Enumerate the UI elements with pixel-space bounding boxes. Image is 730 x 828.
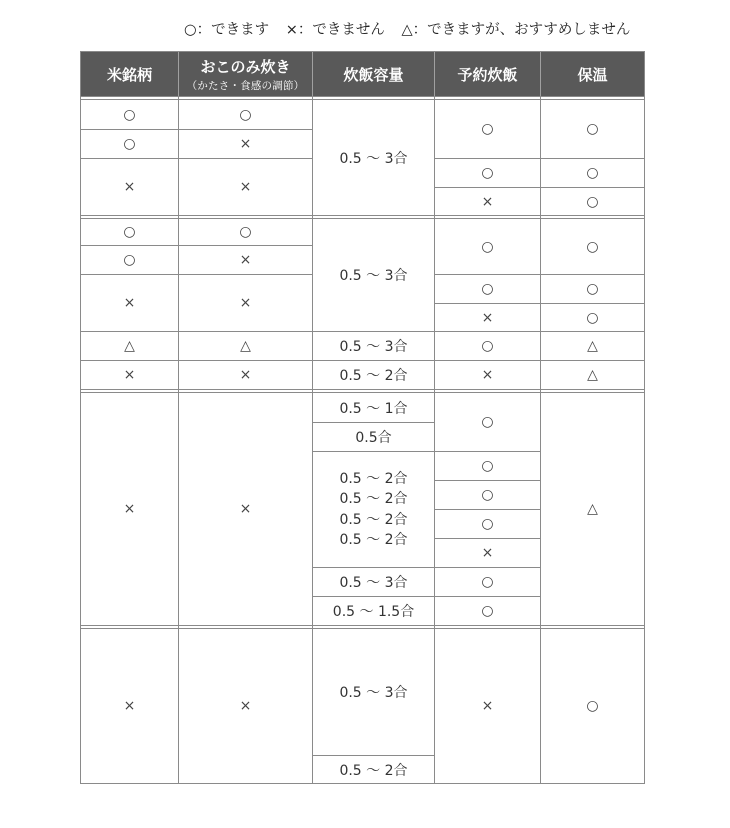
g1-capacity-cell: 0.5 ～ 3合: [339, 150, 408, 167]
legend-cannot: ×：できません: [285, 22, 385, 38]
g1-okonomi-cell: ○: [239, 106, 252, 123]
r4-okonomi-cell: ×: [239, 367, 252, 383]
g5-capacity-line: 0.5 ～ 2合: [339, 491, 408, 507]
g6-timer-cell: ×: [481, 698, 494, 714]
header-timer-label: 予約炊飯: [457, 65, 518, 84]
r4-capacity-cell: 0.5 ～ 2合: [339, 368, 408, 384]
g2-timer-cell: ○: [481, 238, 494, 255]
r4-brand-cell: ×: [123, 367, 136, 383]
g6-okonomi-cell: ×: [239, 698, 252, 714]
g1-okonomi-cell: ×: [239, 179, 252, 195]
g2-brand-cell: ○: [123, 252, 136, 268]
legend-can: ○：できます: [184, 22, 270, 38]
g1-timer-cell: ×: [481, 193, 494, 210]
g2-keepwarm-cell: ○: [586, 309, 599, 326]
g5-timer-cell: ×: [481, 545, 494, 561]
g5-capacity-cell: 0.5 ～ 1合: [339, 400, 408, 417]
g2-timer-cell: ×: [481, 309, 494, 326]
g2-okonomi-cell: ×: [239, 252, 252, 268]
g2-okonomi-cell: ○: [239, 224, 252, 240]
g2-capacity-cell: 0.5 ～ 3合: [339, 268, 408, 284]
g5-timer-cell: ○: [481, 414, 494, 430]
g5-capacity-stack: [313, 452, 434, 567]
g2-brand-cell: ○: [123, 224, 136, 240]
r4-keepwarm-cell: △: [587, 367, 598, 383]
g5-capacity-cell: 0.5 ～ 1.5合: [332, 604, 415, 620]
header-keepwarm-label: 保温: [577, 65, 608, 84]
g1-brand-cell: ○: [123, 136, 136, 152]
r3-brand-cell: △: [124, 338, 135, 354]
g6-capacity-cell: 0.5 ～ 3合: [339, 685, 408, 701]
header-keepwarm: [541, 52, 644, 96]
g1-brand-cell: ×: [123, 179, 136, 195]
header-brand: [81, 52, 179, 96]
g2-keepwarm-cell: ○: [586, 281, 599, 297]
r3-okonomi-cell: △: [240, 338, 251, 354]
g5-capacity-line: 0.5 ～ 2合: [339, 470, 408, 487]
g5-capacity-line: 0.5 ～ 2合: [339, 532, 408, 548]
g5-timer-cell: ○: [481, 458, 494, 474]
header-okonomi-sub: （かたさ・食感の調節）: [186, 79, 305, 92]
g5-capacity-cell: 0.5 ～ 3合: [339, 575, 408, 591]
g5-timer-cell: ○: [481, 574, 494, 590]
header-capacity-label: 炊飯容量: [343, 65, 404, 84]
legend: [184, 21, 630, 39]
header-brand-label: 米銘柄: [106, 65, 152, 84]
g5-timer-cell: ○: [481, 516, 494, 532]
g1-timer-cell: ○: [481, 121, 494, 137]
g1-brand-cell: ○: [123, 106, 136, 123]
g1-keepwarm-cell: ○: [586, 193, 599, 210]
g1-keepwarm-cell: ○: [586, 121, 599, 137]
g2-brand-cell: ×: [123, 295, 136, 311]
g5-keepwarm-cell: △: [587, 501, 598, 517]
g1-okonomi-cell: ×: [239, 136, 252, 152]
r3-capacity-cell: 0.5 ～ 3合: [339, 339, 408, 355]
legend-partial: △：できますが、おすすめしません: [401, 22, 631, 38]
g2-okonomi-cell: ×: [239, 295, 252, 311]
g5-timer-cell: ○: [481, 603, 494, 619]
r3-keepwarm-cell: △: [587, 338, 598, 354]
r3-timer-cell: ○: [481, 338, 494, 354]
g5-timer-cell: ○: [481, 487, 494, 503]
g6-brand-cell: ×: [123, 698, 136, 714]
g1-keepwarm-cell: ○: [586, 165, 599, 181]
table-header: [81, 52, 644, 96]
g6-keepwarm-cell: ○: [586, 698, 599, 714]
g2-timer-cell: ○: [481, 281, 494, 297]
header-capacity: [313, 52, 435, 96]
g5-capacity-cell: 0.5合: [355, 430, 392, 446]
header-okonomi-label: おこのみ炊き: [200, 57, 291, 76]
header-timer: [435, 52, 541, 96]
g5-capacity-line: 0.5 ～ 2合: [339, 511, 408, 528]
r4-timer-cell: ×: [481, 367, 494, 383]
g5-okonomi-cell: ×: [239, 501, 252, 517]
g6-capacity-cell: 0.5 ～ 2合: [339, 762, 408, 779]
header-okonomi: [179, 52, 313, 96]
g2-keepwarm-cell: ○: [586, 238, 599, 255]
g5-brand-cell: ×: [123, 501, 136, 517]
g1-timer-cell: ○: [481, 165, 494, 181]
compatibility-table: [80, 51, 645, 784]
